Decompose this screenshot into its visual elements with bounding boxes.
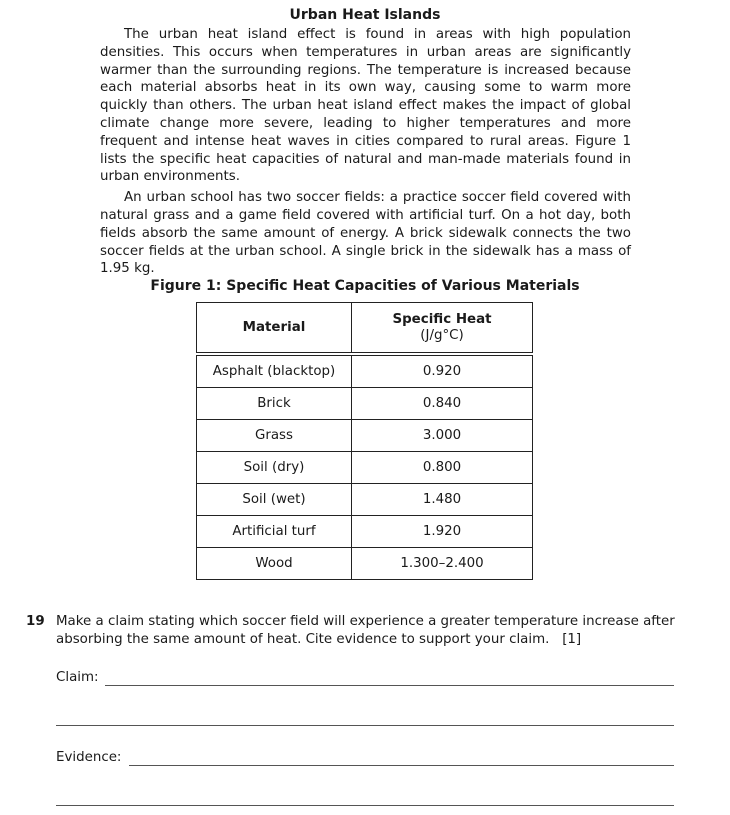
question-points: [1]	[562, 632, 582, 647]
question-19	[26, 613, 686, 649]
table-row	[197, 354, 533, 388]
question-number: 19	[26, 614, 45, 629]
table-row	[197, 548, 533, 580]
material-cell: Soil (dry)	[197, 452, 352, 484]
evidence-answer-row	[56, 748, 674, 766]
table-row	[197, 388, 533, 420]
material-column-header: Material	[197, 303, 352, 355]
material-cell: Soil (wet)	[197, 484, 352, 516]
specific-heat-cell: 0.800	[352, 452, 533, 484]
specific-heat-cell: 0.920	[352, 354, 533, 388]
specific-heat-cell: 1.480	[352, 484, 533, 516]
evidence-answer-line-2[interactable]	[56, 805, 674, 806]
claim-answer-row	[56, 668, 674, 686]
specific-heat-header-label: Specific Heat	[392, 312, 492, 327]
passage	[100, 26, 631, 281]
material-cell: Grass	[197, 420, 352, 452]
specific-heat-cell: 1.300–2.400	[352, 548, 533, 580]
specific-heat-table	[196, 302, 533, 580]
table-header-row	[197, 303, 533, 355]
passage-paragraph-1: The urban heat island effect is found in areas with high population densities. This occurs when temperatures in urban areas are significantly warmer than the surrounding regions. The temperature is increased because each material absorbs heat in its own way, causing some to warm more quickly than others. The urban heat island effect makes the impact of global climate change more severe, leading to higher temperatures and more frequent and intense heat waves in cities compared to rural areas. Figure 1 lists the specific heat capacities of natural and man-made materials found in urban environments.	[100, 27, 631, 185]
specific-heat-cell: 1.920	[352, 516, 533, 548]
claim-label: Claim:	[56, 670, 99, 685]
specific-heat-unit: (J/g°C)	[420, 328, 464, 343]
figure-title: Figure 1: Specific Heat Capacities of Various Materials	[150, 278, 580, 294]
question-text: Make a claim stating which soccer field will experience a greater temperature increase after absorbing the same amount of heat. Cite evidence to support your claim.	[56, 614, 675, 647]
evidence-label: Evidence:	[56, 750, 122, 765]
material-cell: Asphalt (blacktop)	[197, 354, 352, 388]
specific-heat-cell: 0.840	[352, 388, 533, 420]
passage-paragraph-2: An urban school has two soccer fields: a practice soccer field covered with natural grass and a game field covered with artificial turf. On a hot day, both fields absorb the same amount of energy. A brick sidewalk connects the two soccer fields at the urban school. A single brick in the sidewalk has a mass of 1.95 kg.	[100, 190, 631, 277]
material-cell: Artificial turf	[197, 516, 352, 548]
table-row	[197, 484, 533, 516]
specific-heat-cell: 3.000	[352, 420, 533, 452]
table-row	[197, 420, 533, 452]
material-cell: Brick	[197, 388, 352, 420]
question-prompt	[56, 613, 686, 649]
material-cell: Wood	[197, 548, 352, 580]
evidence-answer-line[interactable]	[129, 765, 674, 766]
table-row	[197, 516, 533, 548]
claim-answer-line[interactable]	[105, 685, 674, 686]
document-title: Urban Heat Islands	[289, 7, 441, 23]
specific-heat-column-header	[352, 303, 533, 355]
table-row	[197, 452, 533, 484]
claim-answer-line-2[interactable]	[56, 725, 674, 726]
